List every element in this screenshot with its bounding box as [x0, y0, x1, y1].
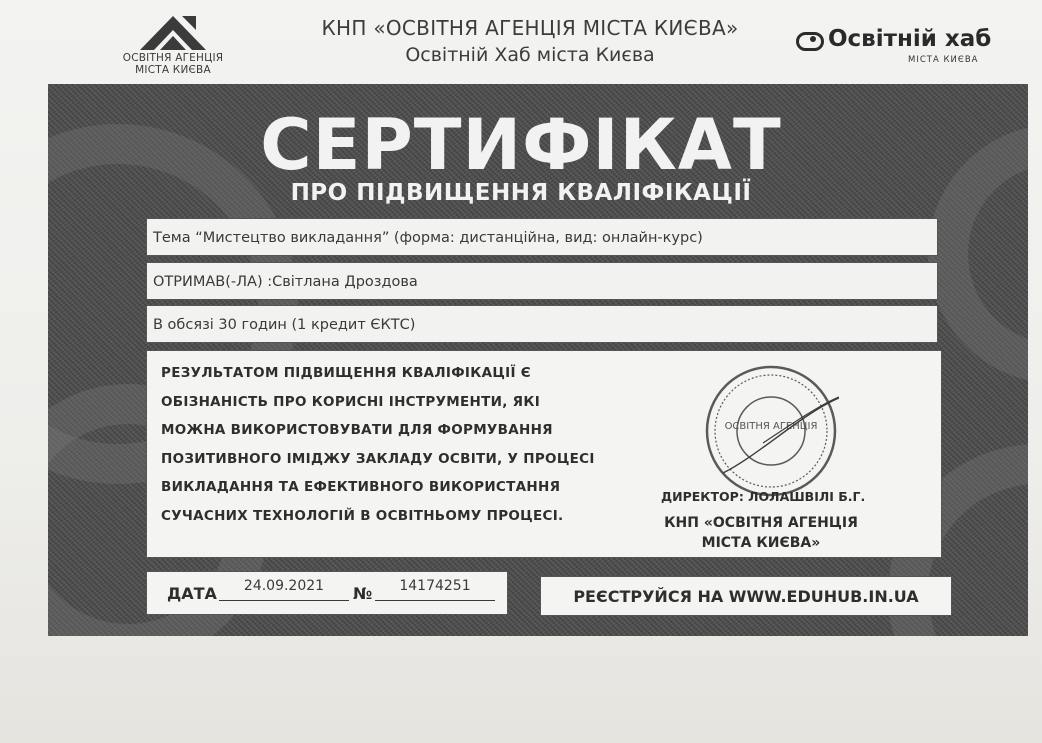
- education-agency-logo: [118, 14, 228, 74]
- certificate-title: СЕРТИФІКАТ: [260, 104, 782, 186]
- official-stamp: [703, 363, 839, 499]
- topic-field: Тема “Мистецтво викладання” (форма: дистанційна, вид: онлайн-курс): [146, 218, 938, 256]
- logo-line-1: ОСВІТНЯ АГЕНЦІЯ: [122, 52, 224, 64]
- roof-logo-icon: [140, 14, 206, 50]
- hub-logo-sub: МІСТА КИЄВА: [908, 55, 979, 65]
- director-signature-line: ДИРЕКТОР: ЛОЛАШВІЛІ Б.Г.: [661, 489, 866, 504]
- logo-line-2: МІСТА КИЄВА: [135, 64, 211, 76]
- education-hub-logo: [796, 26, 992, 72]
- hub-pill-icon: [796, 32, 824, 51]
- certificate-subtitle: ПРО ПІДВИЩЕННЯ КВАЛІФІКАЦІЇ: [290, 180, 752, 206]
- date-value: 24.09.2021: [219, 578, 349, 601]
- certificate-number: 14174251: [375, 578, 495, 601]
- recipient-field: ОТРИМАВ(-ЛА) :Світлана Дроздова: [146, 262, 938, 300]
- organization-title: КНП «ОСВІТНЯ АГЕНЦІЯ МІСТА КИЄВА»: [321, 16, 739, 40]
- register-link[interactable]: РЕЄСТРУЙСЯ НА WWW.EDUHUB.IN.UA: [540, 576, 952, 616]
- stamp-text: ОСВІТНЯ АГЕНЦІЯ: [724, 421, 818, 432]
- organization-subtitle: Освітній Хаб міста Києва: [405, 44, 655, 66]
- volume-field: В обсязі 30 годин (1 кредит ЄКТС): [146, 305, 938, 343]
- date-number-panel: [146, 571, 508, 615]
- hub-logo-main: Освітній хаб: [828, 26, 992, 52]
- date-label: ДАТА: [167, 584, 217, 603]
- number-label: №: [353, 584, 373, 603]
- result-panel: [146, 350, 942, 558]
- issuing-agency: КНП «ОСВІТНЯ АГЕНЦІЯ МІСТА КИЄВА»: [664, 515, 858, 551]
- qualification-result-text: РЕЗУЛЬТАТОМ ПІДВИЩЕННЯ КВАЛІФІКАЦІЇ Є ОБІЗНАНІСТЬ ПРО КОРИСНІ ІНСТРУМЕНТИ, ЯКІ МОЖНА ВИКОРИСТОВУВАТИ ДЛЯ ФОРМУВАННЯ ПОЗИТИВНОГО ІМІДЖУ ЗАКЛАДУ ОСВІТИ, У ПРОЦЕСІ ВИКЛАДАННЯ ТА ЕФЕКТИВНОГО ВИКОРИСТАННЯ СУЧАСНИХ ТЕХНОЛОГІЙ В ОСВІТНЬОМУ ПРОЦЕСІ.: [161, 365, 595, 524]
- hub-dot-icon: [810, 36, 816, 42]
